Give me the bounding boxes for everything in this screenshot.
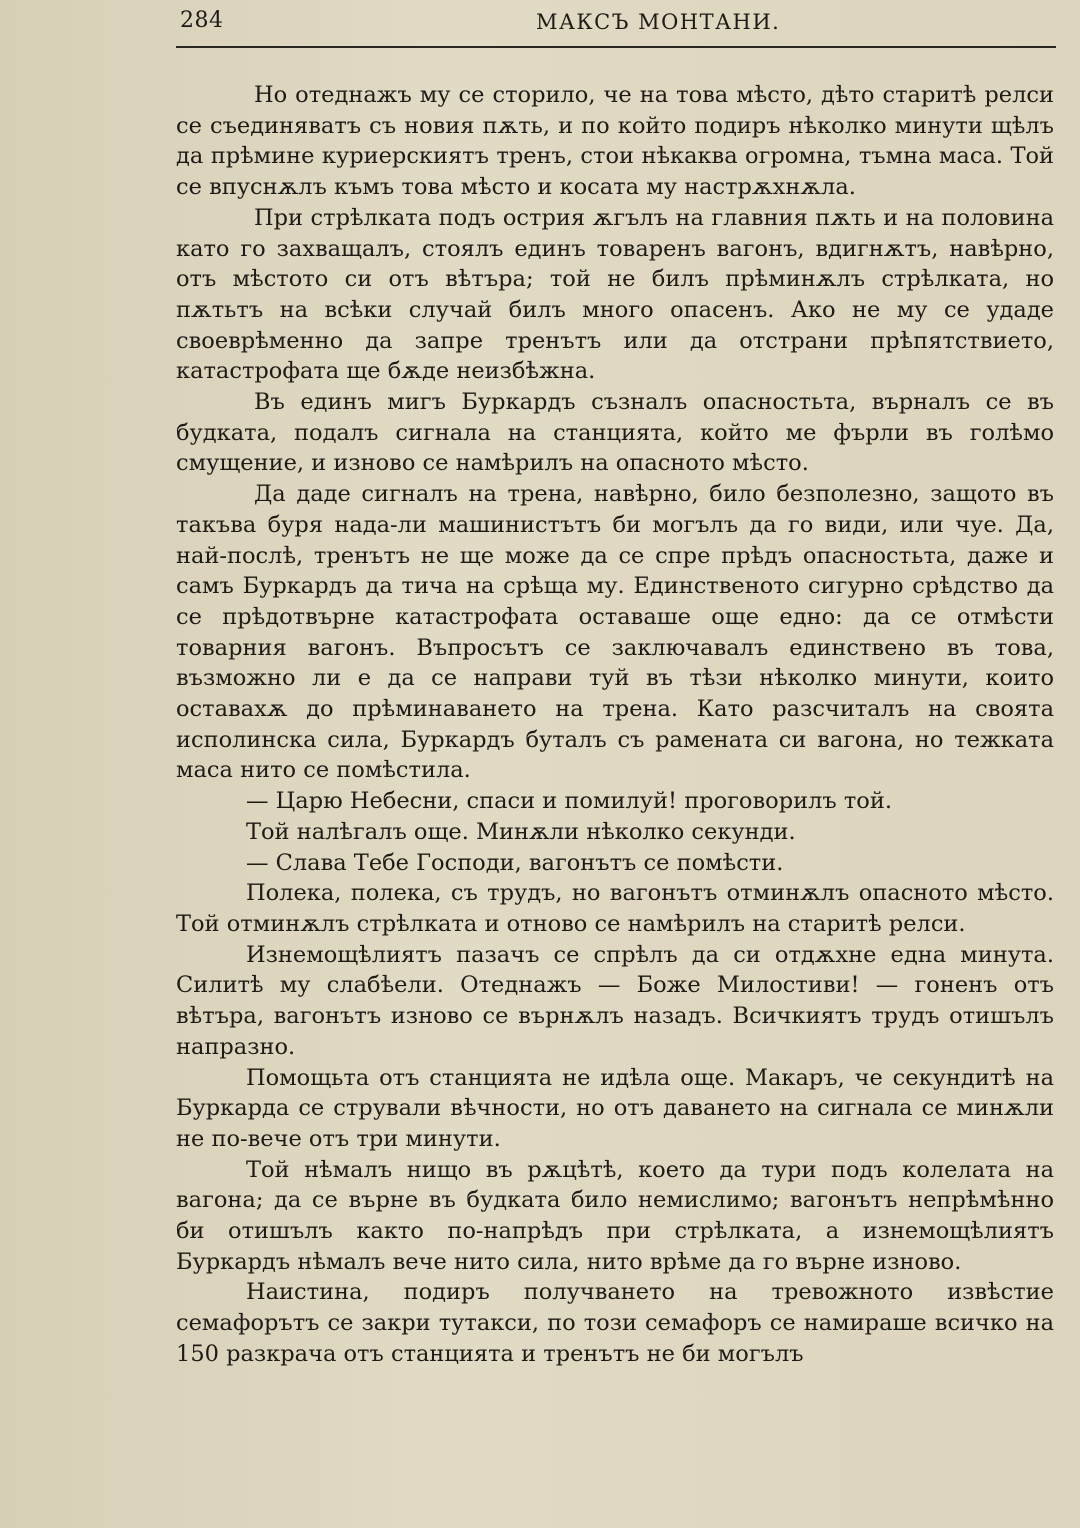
paragraph: Помощьта отъ станцията не идѣла още. Макаръ, че секундитѣ на Буркарда се стрували вѣчности, но отъ даването на сигнала се минѫли не по-вече отъ три минути. [176, 1064, 1054, 1152]
dialog-line: — Царю Небесни, спаси и помилуй! проговорилъ той. [246, 788, 892, 815]
page-number: 284 [180, 8, 224, 33]
paragraph: Полека, полека, съ трудъ, но вагонътъ отминѫлъ опасното мѣсто. Той отминѫлъ стрѣлката и отново се намѣрилъ на старитѣ релси. [176, 880, 1054, 937]
paragraph: Да даде сигналъ на трена, навѣрно, било безполезно, защото въ такъва буря нада-ли машинистътъ би могълъ да го види, или чуе. Да, най-послѣ, тренътъ не ще може да се спре прѣдъ опасностьта, даже и самъ Буркардъ да тича на срѣща му. Единственото сигурно срѣдство да се прѣдотвърне катастрофата оставаше още едно: да се отмѣсти товарния вагонъ. Въпросътъ се заключавалъ единствено въ това, възможно ли е да се направи туй въ тѣзи нѣколко минути, които оставахѫ до прѣминаването на трена. Като разсчиталъ на своята исполинска сила, Буркардъ буталъ съ рамената си вагона, но тежката маса нито се помѣстила. [176, 481, 1054, 784]
paragraph: Той налѣгалъ още. Минѫли нѣколко секунди. [246, 818, 796, 845]
header-rule [176, 46, 1056, 48]
paragraph: Въ единъ мигъ Буркардъ съзналъ опасностьта, върналъ се въ будката, подалъ сигнала на станцията, който ме фърли въ голѣмо смущение, и изново се намѣрилъ на опасното мѣсто. [176, 389, 1054, 477]
paragraph: Изнемощѣлиятъ пазачъ се спрѣлъ да си отдѫхне една минута. Силитѣ му слабѣели. Отеднажъ — Боже Милостиви! — гоненъ отъ вѣтъра, вагонътъ изново се върнѫлъ назадъ. Всичкиятъ трудъ отишълъ напразно. [176, 941, 1054, 1060]
body-text [176, 80, 1054, 1370]
paragraph: При стрѣлката подъ острия ѫгълъ на главния пѫть и на половина като го захващалъ, стоялъ единъ товаренъ вагонъ, вдигнѫтъ, навѣрно, отъ мѣстото си отъ вѣтъра; той не билъ прѣминѫлъ стрѣлката, но пѫтьтъ на всѣки случай билъ много опасенъ. Ако не му се удаде своеврѣменно да запре тренътъ или да отстрани прѣпятствието, катастрофата ще бѫде неизбѣжна. [176, 204, 1054, 385]
dialog-line: — Слава Тебе Господи, вагонътъ се помѣсти. [246, 849, 784, 876]
running-head: МАКСЪ МОНТАНИ. [536, 10, 781, 34]
page-header [176, 6, 1054, 46]
paragraph: Но отеднажъ му се сторило, че на това мѣсто, дѣто старитѣ релси се съединяватъ съ новия пѫть, и по който подиръ нѣколко минути щѣлъ да прѣмине куриерскиятъ тренъ, стои нѣкаква огромна, тъмна маса. Той се впуснѫлъ къмъ това мѣсто и косата му настрѫхнѫла. [176, 82, 1054, 201]
paragraph: Наистина, подиръ получването на тревожното извѣстие семафорътъ се закри тутакси, по този семафоръ се намираше всичко на 150 разкрача отъ станцията и тренътъ не би могълъ [176, 1279, 1054, 1367]
paragraph: Той нѣмалъ нищо въ рѫцѣтѣ, което да тури подъ колелата на вагона; да се върне въ будката било немислимо; вагонътъ непрѣмѣнно би отишълъ както по-напрѣдъ при стрѣлката, а изнемощѣлиятъ Буркардъ нѣмалъ вече нито сила, нито врѣме да го върне изново. [176, 1156, 1054, 1275]
